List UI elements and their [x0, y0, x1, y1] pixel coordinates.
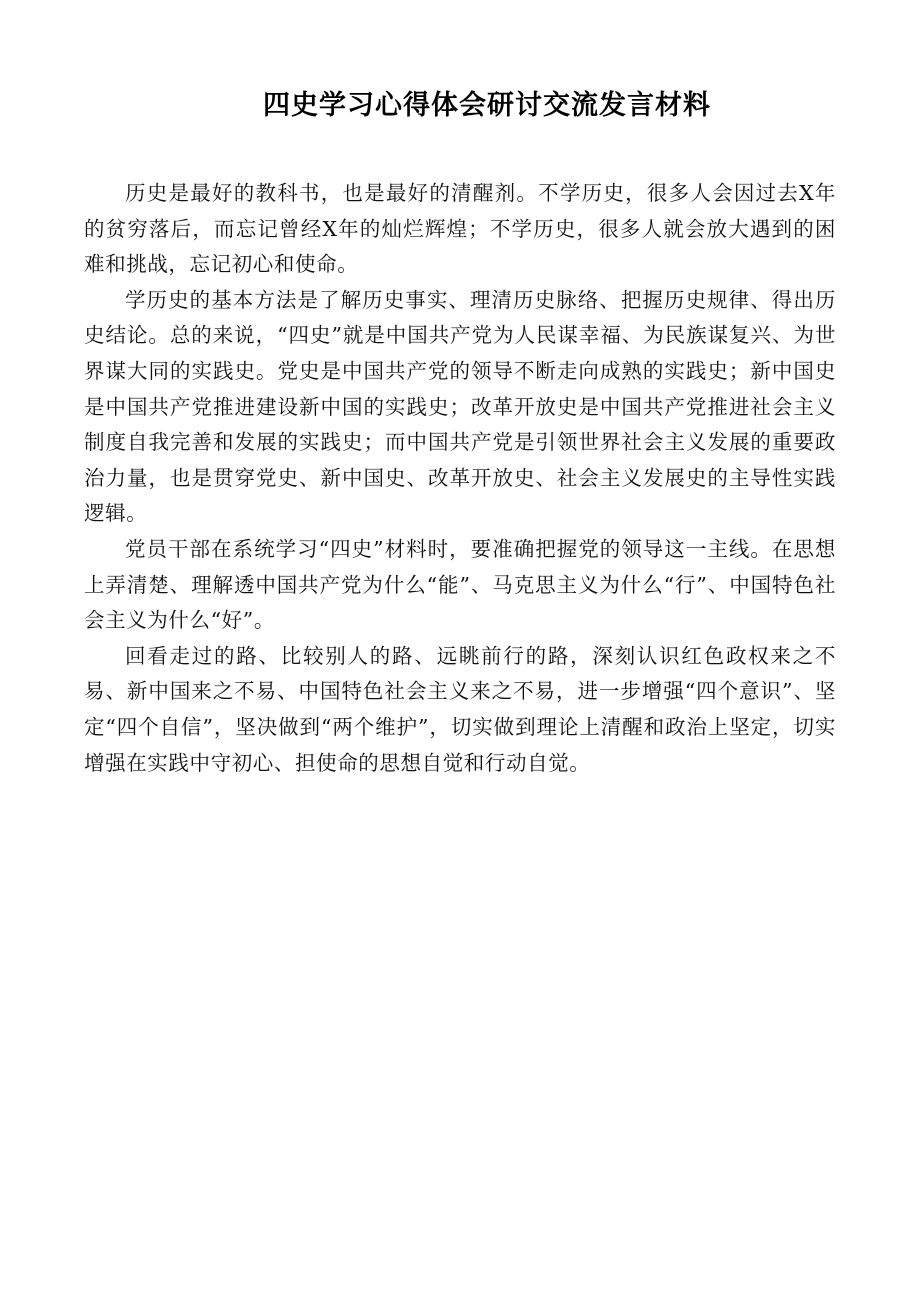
paragraph-4: 回看走过的路、比较别人的路、远眺前行的路，深刻认识红色政权来之不易、新中国来之不易、中国特色社会主义来之不易，进一步增强“四个意识”、坚定“四个自信”，坚决做到“两个维护”，切实做到理论上清醒和政治上坚定，切实增强在实践中守初心、担使命的思想自觉和行动自觉。	[84, 643, 836, 775]
document-body	[84, 176, 836, 781]
paragraph-2: 学历史的基本方法是了解历史事实、理清历史脉络、把握历史规律、得出历史结论。总的来说，“四史”就是中国共产党为人民谋幸福、为民族谋复兴、为世界谋大同的实践史。党史是中国共产党的领导不断走向成熟的实践史；新中国史是中国共产党推进建设新中国的实践史；改革开放史是中国共产党推进社会主义制度自我完善和发展的实践史；而中国共产党是引领世界社会主义发展的重要政治力量，也是贯穿党史、新中国史、改革开放史、社会主义发展史的主导性实践逻辑。	[84, 287, 836, 526]
paragraph-1: 历史是最好的教科书，也是最好的清醒剂。不学历史，很多人会因过去X年的贫穷落后，而忘记曾经X年的灿烂辉煌；不学历史，很多人就会放大遇到的困难和挑战，忘记初心和使命。	[84, 181, 836, 277]
document-title: 四史学习心得体会研讨交流发言材料	[263, 90, 711, 121]
paragraph-3: 党员干部在系统学习“四史”材料时，要准确把握党的领导这一主线。在思想上弄清楚、理解透中国共产党为什么“能”、马克思主义为什么“行”、中国特色社会主义为什么“好”。	[84, 536, 836, 633]
